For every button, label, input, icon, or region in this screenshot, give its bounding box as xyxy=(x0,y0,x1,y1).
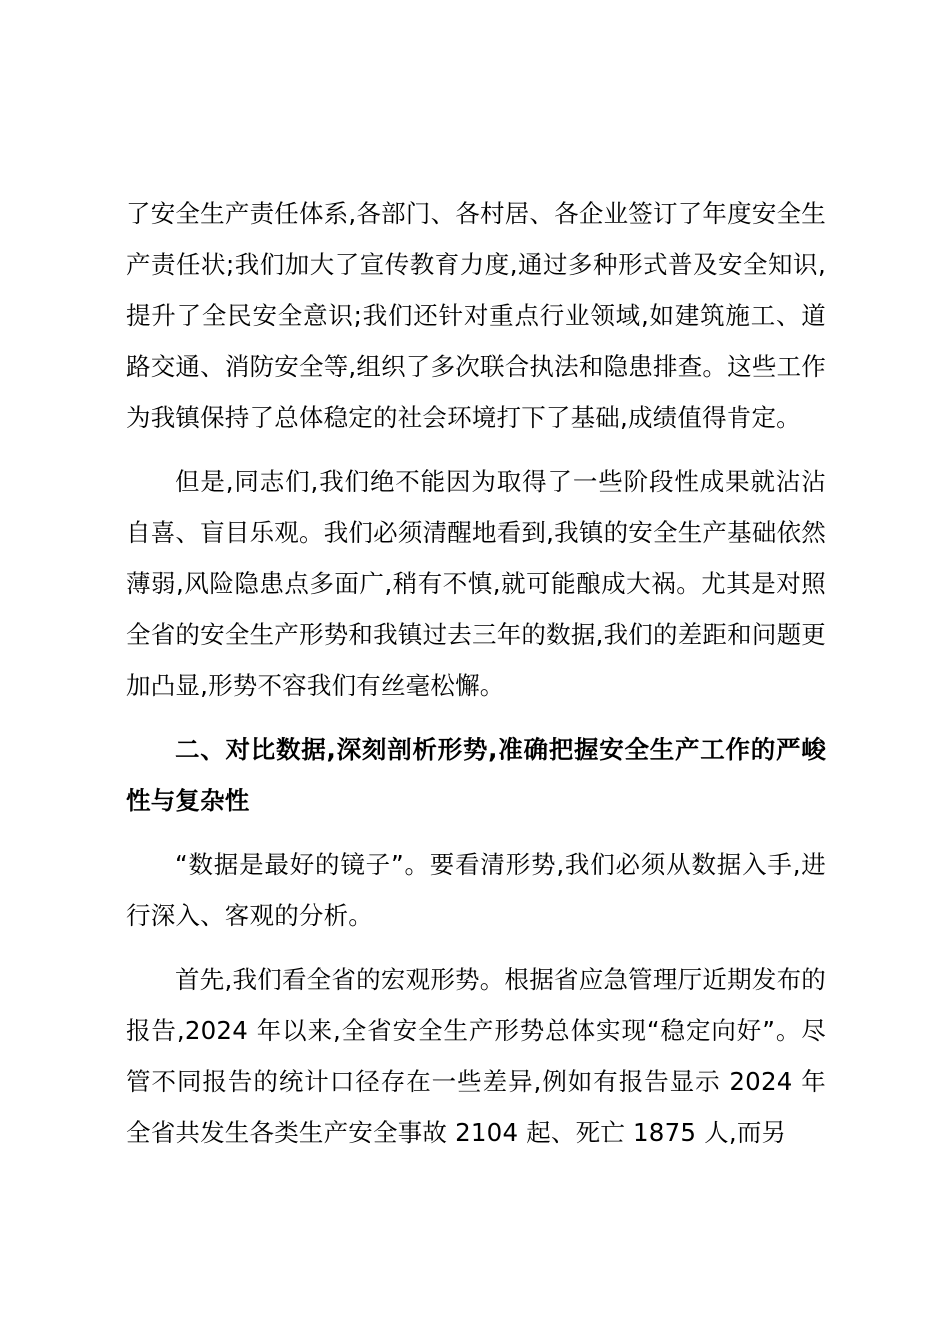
paragraph-continuation: 了安全生产责任体系,各部门、各村居、各企业签订了年度安全生产责任状;我们加大了宣传教育力度,通过多种形式普及安全知识,提升了全民安全意识;我们还针对重点行业领域,如建筑施工、道路交通、消防安全等,组织了多次联合执法和隐患排查。这些工作为我镇保持了总体稳定的社会环境打下了基础,成绩值得肯定。 xyxy=(126,199,826,432)
paragraph-provincial-situation: 首先,我们看全省的宏观形势。根据省应急管理厅近期发布的报告,2024 年以来,全省安全生产形势总体实现“稳定向好”。尽管不同报告的统计口径存在一些差异,例如有报告显示 2024 年全省共发生各类生产安全事故 2104 起、死亡 1875 人,而另 xyxy=(126,965,826,1147)
document-page xyxy=(126,188,826,1158)
section-heading: 二、对比数据,深刻剖析形势,准确把握安全生产工作的严峻性与复杂性 xyxy=(126,735,826,815)
paragraph-data-intro: “数据是最好的镜子”。要看清形势,我们必须从数据入手,进行深入、客观的分析。 xyxy=(126,850,826,930)
paragraph-caution: 但是,同志们,我们绝不能因为取得了一些阶段性成果就沾沾自喜、盲目乐观。我们必须清醒地看到,我镇的安全生产基础依然薄弱,风险隐患点多面广,稍有不慎,就可能酿成大祸。尤其是对照全省的安全生产形势和我镇过去三年的数据,我们的差距和问题更加凸显,形势不容我们有丝毫松懈。 xyxy=(126,467,826,700)
